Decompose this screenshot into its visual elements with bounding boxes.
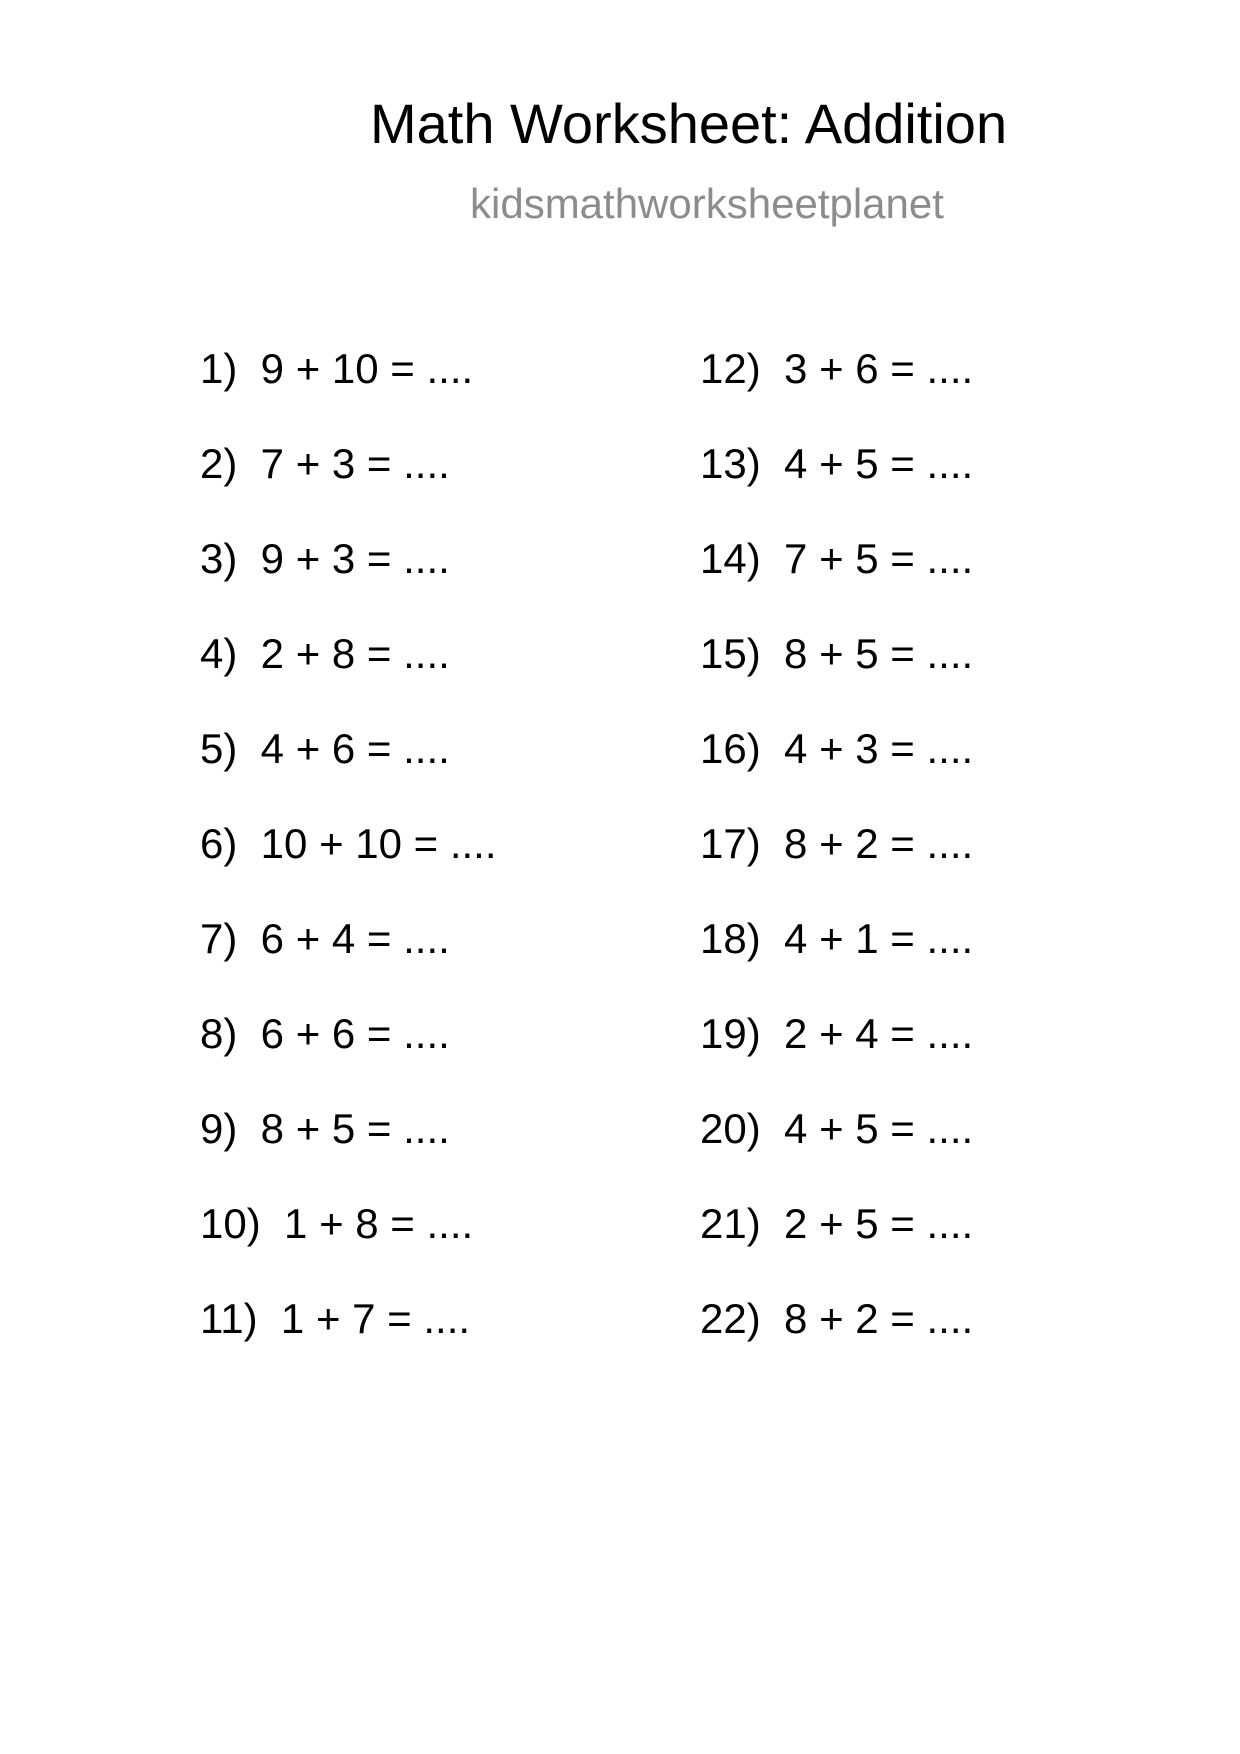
problem-item: 13) 4 + 5 = ....	[700, 440, 974, 487]
problem-item: 6) 10 + 10 = ....	[200, 820, 497, 867]
problem-item: 11) 1 + 7 = ....	[200, 1295, 471, 1342]
site-name: kidsmathworksheetplanet	[470, 180, 944, 227]
problem-item: 3) 9 + 3 = ....	[200, 535, 450, 582]
problem-item: 20) 4 + 5 = ....	[700, 1105, 974, 1152]
page-title: Math Worksheet: Addition	[370, 92, 1008, 155]
problem-item: 22) 8 + 2 = ....	[700, 1295, 974, 1342]
problem-item: 16) 4 + 3 = ....	[700, 725, 974, 772]
problem-item: 4) 2 + 8 = ....	[200, 630, 450, 677]
problem-item: 5) 4 + 6 = ....	[200, 725, 450, 772]
problem-column-right	[700, 345, 974, 1393]
problem-item: 1) 9 + 10 = ....	[200, 345, 474, 392]
problem-item: 10) 1 + 8 = ....	[200, 1200, 474, 1247]
problem-item: 21) 2 + 5 = ....	[700, 1200, 974, 1247]
problem-item: 15) 8 + 5 = ....	[700, 630, 974, 677]
problem-item: 14) 7 + 5 = ....	[700, 535, 974, 582]
problem-item: 7) 6 + 4 = ....	[200, 915, 450, 962]
problem-item: 19) 2 + 4 = ....	[700, 1010, 974, 1057]
problem-item: 8) 6 + 6 = ....	[200, 1010, 450, 1057]
problem-item: 2) 7 + 3 = ....	[200, 440, 450, 487]
problem-item: 12) 3 + 6 = ....	[700, 345, 974, 392]
problem-column-left	[200, 345, 497, 1393]
problem-item: 18) 4 + 1 = ....	[700, 915, 974, 962]
problem-item: 9) 8 + 5 = ....	[200, 1105, 450, 1152]
problem-item: 17) 8 + 2 = ....	[700, 820, 974, 867]
